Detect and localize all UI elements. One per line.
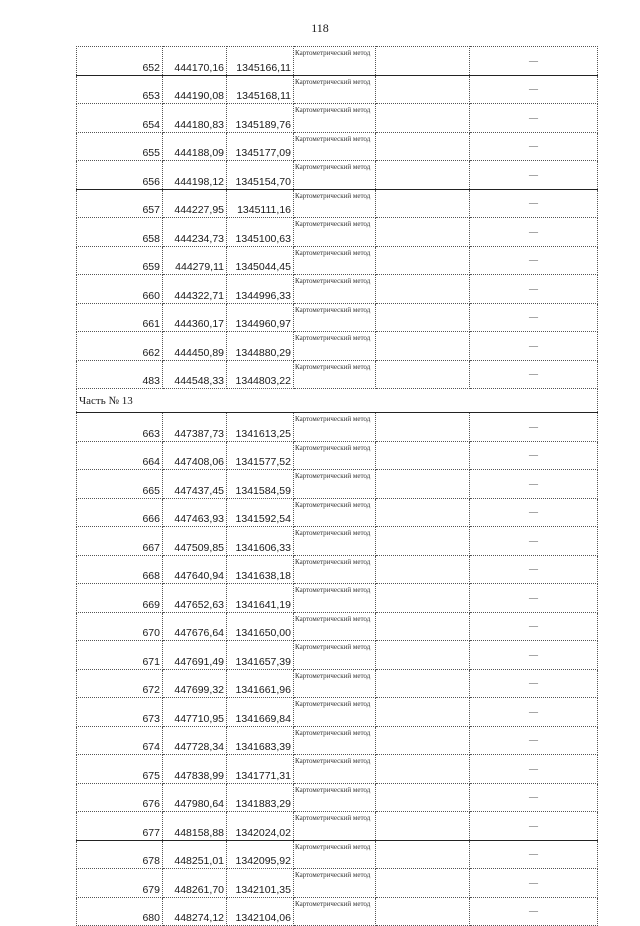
point-number: 676 — [77, 783, 163, 812]
empty-cell — [376, 75, 470, 104]
coord-x: 447691,49 — [163, 641, 227, 670]
empty-cell — [376, 584, 470, 613]
table-row — [77, 641, 598, 670]
coord-x: 444170,16 — [163, 47, 227, 76]
empty-cell — [376, 332, 470, 361]
table-row — [77, 441, 598, 470]
point-number: 655 — [77, 132, 163, 161]
empty-cell — [376, 641, 470, 670]
point-number: 669 — [77, 584, 163, 613]
note-cell: — — [470, 441, 598, 470]
table-row — [77, 413, 598, 442]
table-row — [77, 75, 598, 104]
method-cell: Картометрический метод — [294, 812, 376, 841]
method-cell: Картометрический метод — [294, 470, 376, 499]
point-number: 662 — [77, 332, 163, 361]
coord-y: 1342024,02 — [227, 812, 294, 841]
table-row — [77, 132, 598, 161]
coord-y: 1345154,70 — [227, 161, 294, 190]
section-title: Часть № 13 — [77, 389, 598, 413]
point-number: 660 — [77, 275, 163, 304]
empty-cell — [376, 218, 470, 247]
method-cell: Картометрический метод — [294, 275, 376, 304]
point-number: 679 — [77, 869, 163, 898]
coord-x: 447676,64 — [163, 612, 227, 641]
coord-x: 447640,94 — [163, 555, 227, 584]
method-cell: Картометрический метод — [294, 47, 376, 76]
table-row — [77, 897, 598, 926]
table-row — [77, 669, 598, 698]
coord-x: 447652,63 — [163, 584, 227, 613]
note-cell: — — [470, 584, 598, 613]
note-cell: — — [470, 360, 598, 389]
point-number: 657 — [77, 189, 163, 218]
coord-y: 1341771,31 — [227, 755, 294, 784]
coord-x: 447728,34 — [163, 726, 227, 755]
table-row — [77, 104, 598, 133]
empty-cell — [376, 669, 470, 698]
empty-cell — [376, 189, 470, 218]
coord-x: 444322,71 — [163, 275, 227, 304]
note-cell: — — [470, 161, 598, 190]
note-cell: — — [470, 47, 598, 76]
table-row — [77, 612, 598, 641]
coord-y: 1342104,06 — [227, 897, 294, 926]
section-row — [77, 389, 598, 413]
note-cell: — — [470, 698, 598, 727]
point-number: 672 — [77, 669, 163, 698]
empty-cell — [376, 869, 470, 898]
coord-x: 447699,32 — [163, 669, 227, 698]
note-cell: — — [470, 669, 598, 698]
method-cell: Картометрический метод — [294, 161, 376, 190]
method-cell: Картометрический метод — [294, 869, 376, 898]
coord-x: 444279,11 — [163, 246, 227, 275]
table-row — [77, 360, 598, 389]
coord-x: 444360,17 — [163, 303, 227, 332]
note-cell: — — [470, 869, 598, 898]
note-cell: — — [470, 755, 598, 784]
point-number: 667 — [77, 527, 163, 556]
coord-y: 1345100,63 — [227, 218, 294, 247]
coord-y: 1341669,84 — [227, 698, 294, 727]
coord-y: 1344996,33 — [227, 275, 294, 304]
point-number: 670 — [77, 612, 163, 641]
method-cell: Картометрический метод — [294, 612, 376, 641]
table-row — [77, 726, 598, 755]
point-number: 653 — [77, 75, 163, 104]
point-number: 677 — [77, 812, 163, 841]
table-row — [77, 869, 598, 898]
coord-y: 1341577,52 — [227, 441, 294, 470]
method-cell: Картометрический метод — [294, 726, 376, 755]
note-cell: — — [470, 612, 598, 641]
coord-x: 447463,93 — [163, 498, 227, 527]
page-number: 118 — [311, 21, 329, 35]
table-row — [77, 755, 598, 784]
coord-y: 1341650,00 — [227, 612, 294, 641]
empty-cell — [376, 132, 470, 161]
coord-y: 1341606,33 — [227, 527, 294, 556]
note-cell: — — [470, 498, 598, 527]
coord-y: 1344803,22 — [227, 360, 294, 389]
point-number: 671 — [77, 641, 163, 670]
empty-cell — [376, 698, 470, 727]
coord-x: 444227,95 — [163, 189, 227, 218]
note-cell: — — [470, 840, 598, 869]
method-cell: Картометрический метод — [294, 218, 376, 247]
table-row — [77, 47, 598, 76]
empty-cell — [376, 783, 470, 812]
coord-x: 444188,09 — [163, 132, 227, 161]
empty-cell — [376, 498, 470, 527]
empty-cell — [376, 246, 470, 275]
method-cell: Картометрический метод — [294, 246, 376, 275]
note-cell: — — [470, 275, 598, 304]
empty-cell — [376, 104, 470, 133]
coord-x: 448261,70 — [163, 869, 227, 898]
point-number: 674 — [77, 726, 163, 755]
point-number: 673 — [77, 698, 163, 727]
note-cell: — — [470, 303, 598, 332]
note-cell: — — [470, 104, 598, 133]
table-row — [77, 161, 598, 190]
coord-y: 1341883,29 — [227, 783, 294, 812]
point-number: 483 — [77, 360, 163, 389]
method-cell: Картометрический метод — [294, 698, 376, 727]
method-cell: Картометрический метод — [294, 132, 376, 161]
method-cell: Картометрический метод — [294, 783, 376, 812]
point-number: 665 — [77, 470, 163, 499]
empty-cell — [376, 612, 470, 641]
table-body-bottom — [77, 413, 598, 926]
empty-cell — [376, 555, 470, 584]
coord-x: 447509,85 — [163, 527, 227, 556]
point-number: 664 — [77, 441, 163, 470]
coord-x: 444180,83 — [163, 104, 227, 133]
table-row — [77, 584, 598, 613]
point-number: 668 — [77, 555, 163, 584]
coord-x: 448158,88 — [163, 812, 227, 841]
method-cell: Картометрический метод — [294, 840, 376, 869]
coord-x: 444548,33 — [163, 360, 227, 389]
method-cell: Картометрический метод — [294, 669, 376, 698]
note-cell: — — [470, 75, 598, 104]
point-number: 656 — [77, 161, 163, 190]
note-cell: — — [470, 555, 598, 584]
coord-y: 1342095,92 — [227, 840, 294, 869]
point-number: 658 — [77, 218, 163, 247]
point-number: 666 — [77, 498, 163, 527]
table-row — [77, 332, 598, 361]
empty-cell — [376, 840, 470, 869]
point-number: 675 — [77, 755, 163, 784]
coord-x: 447710,95 — [163, 698, 227, 727]
method-cell: Картометрический метод — [294, 332, 376, 361]
point-number: 678 — [77, 840, 163, 869]
table-row — [77, 218, 598, 247]
method-cell: Картометрический метод — [294, 555, 376, 584]
method-cell: Картометрический метод — [294, 104, 376, 133]
note-cell: — — [470, 812, 598, 841]
table-row — [77, 783, 598, 812]
point-number: 652 — [77, 47, 163, 76]
coord-x: 447408,06 — [163, 441, 227, 470]
method-cell: Картометрический метод — [294, 189, 376, 218]
empty-cell — [376, 360, 470, 389]
method-cell: Картометрический метод — [294, 527, 376, 556]
empty-cell — [376, 441, 470, 470]
note-cell: — — [470, 189, 598, 218]
coord-y: 1345189,76 — [227, 104, 294, 133]
method-cell: Картометрический метод — [294, 75, 376, 104]
coord-x: 448274,12 — [163, 897, 227, 926]
coord-y: 1345166,11 — [227, 47, 294, 76]
coord-x: 444234,73 — [163, 218, 227, 247]
method-cell: Картометрический метод — [294, 584, 376, 613]
empty-cell — [376, 470, 470, 499]
method-cell: Картометрический метод — [294, 755, 376, 784]
empty-cell — [376, 755, 470, 784]
note-cell: — — [470, 332, 598, 361]
note-cell: — — [470, 246, 598, 275]
coord-y: 1341638,18 — [227, 555, 294, 584]
coord-y: 1344960,97 — [227, 303, 294, 332]
coord-y: 1342101,35 — [227, 869, 294, 898]
empty-cell — [376, 413, 470, 442]
note-cell: — — [470, 726, 598, 755]
table-row — [77, 246, 598, 275]
coord-x: 447387,73 — [163, 413, 227, 442]
table-row — [77, 470, 598, 499]
note-cell: — — [470, 132, 598, 161]
point-number: 680 — [77, 897, 163, 926]
note-cell: — — [470, 470, 598, 499]
section-header-group — [77, 389, 598, 413]
note-cell: — — [470, 783, 598, 812]
coord-y: 1341641,19 — [227, 584, 294, 613]
table-row — [77, 303, 598, 332]
coord-y: 1345168,11 — [227, 75, 294, 104]
empty-cell — [376, 527, 470, 556]
empty-cell — [376, 275, 470, 304]
empty-cell — [376, 47, 470, 76]
method-cell: Картометрический метод — [294, 641, 376, 670]
method-cell: Картометрический метод — [294, 360, 376, 389]
coord-y: 1344880,29 — [227, 332, 294, 361]
coord-x: 448251,01 — [163, 840, 227, 869]
coord-y: 1341613,25 — [227, 413, 294, 442]
point-number: 659 — [77, 246, 163, 275]
coord-y: 1341661,96 — [227, 669, 294, 698]
coord-y: 1345044,45 — [227, 246, 294, 275]
empty-cell — [376, 303, 470, 332]
point-number: 654 — [77, 104, 163, 133]
coord-y: 1345111,16 — [227, 189, 294, 218]
coord-y: 1341657,39 — [227, 641, 294, 670]
table-row — [77, 812, 598, 841]
coord-x: 444450,89 — [163, 332, 227, 361]
table-row — [77, 698, 598, 727]
note-cell: — — [470, 641, 598, 670]
point-number: 663 — [77, 413, 163, 442]
method-cell: Картометрический метод — [294, 441, 376, 470]
table-row — [77, 527, 598, 556]
empty-cell — [376, 812, 470, 841]
table-row — [77, 275, 598, 304]
coord-x: 447838,99 — [163, 755, 227, 784]
method-cell: Картометрический метод — [294, 303, 376, 332]
empty-cell — [376, 161, 470, 190]
point-number: 661 — [77, 303, 163, 332]
table-row — [77, 555, 598, 584]
coord-x: 444190,08 — [163, 75, 227, 104]
table-body-top — [77, 47, 598, 389]
note-cell: — — [470, 218, 598, 247]
empty-cell — [376, 726, 470, 755]
table-row — [77, 189, 598, 218]
table-row — [77, 840, 598, 869]
coord-y: 1341592,54 — [227, 498, 294, 527]
empty-cell — [376, 897, 470, 926]
coord-x: 447980,64 — [163, 783, 227, 812]
method-cell: Картометрический метод — [294, 897, 376, 926]
method-cell: Картометрический метод — [294, 498, 376, 527]
note-cell: — — [470, 527, 598, 556]
coord-y: 1341683,39 — [227, 726, 294, 755]
coord-y: 1345177,09 — [227, 132, 294, 161]
note-cell: — — [470, 413, 598, 442]
method-cell: Картометрический метод — [294, 413, 376, 442]
table-row — [77, 498, 598, 527]
coord-x: 444198,12 — [163, 161, 227, 190]
coord-y: 1341584,59 — [227, 470, 294, 499]
coord-x: 447437,45 — [163, 470, 227, 499]
note-cell: — — [470, 897, 598, 926]
coordinates-table — [76, 46, 598, 926]
